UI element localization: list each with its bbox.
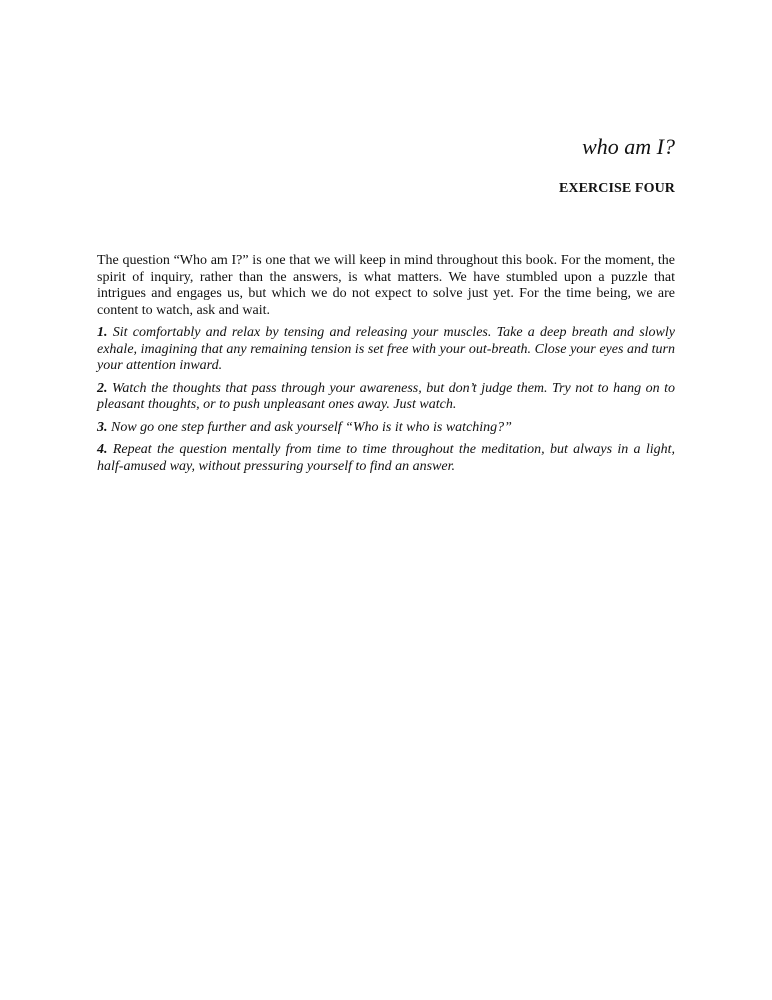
step-number: 1. (97, 325, 108, 340)
intro-paragraph: The question “Who am I?” is one that we will keep in mind throughout this book. For the moment, the spirit of inquiry, rather than the answers, is what matters. We have stumbled upon a puzzle that intrigues and engages us, but which we do not expect to solve just yet. For the time being, we are content to watch, ask and wait. (97, 253, 675, 318)
step-number: 3. (97, 419, 108, 435)
step-4 (97, 442, 675, 475)
step-text: Sit comfortably and relax by tensing and releasing your muscles. Take a deep breath and slowly exhale, imagining that any remaining tension is set free with your out-breath. Close your eyes and turn your attention inward. (97, 325, 676, 373)
page-title: who am I? (582, 134, 675, 159)
exercise-heading: EXERCISE FOUR (558, 181, 675, 196)
step-number: 4. (97, 442, 108, 457)
step-2 (97, 381, 675, 414)
step-1 (97, 325, 675, 375)
step-text: Repeat the question mentally from time to time throughout the meditation, but always in a light, half-amused way, without pressuring yourself to find an answer. (97, 442, 676, 474)
exercise-body (97, 253, 675, 481)
step-3 (97, 420, 675, 437)
step-number: 2. (97, 380, 108, 396)
step-text: Watch the thoughts that pass through your awareness, but don’t judge them. Try not to hang on to pleasant thoughts, or to push unpleasant ones away. Just watch. (97, 380, 675, 412)
step-text: Now go one step further and ask yourself “Who is it who is watching?” (111, 419, 512, 435)
